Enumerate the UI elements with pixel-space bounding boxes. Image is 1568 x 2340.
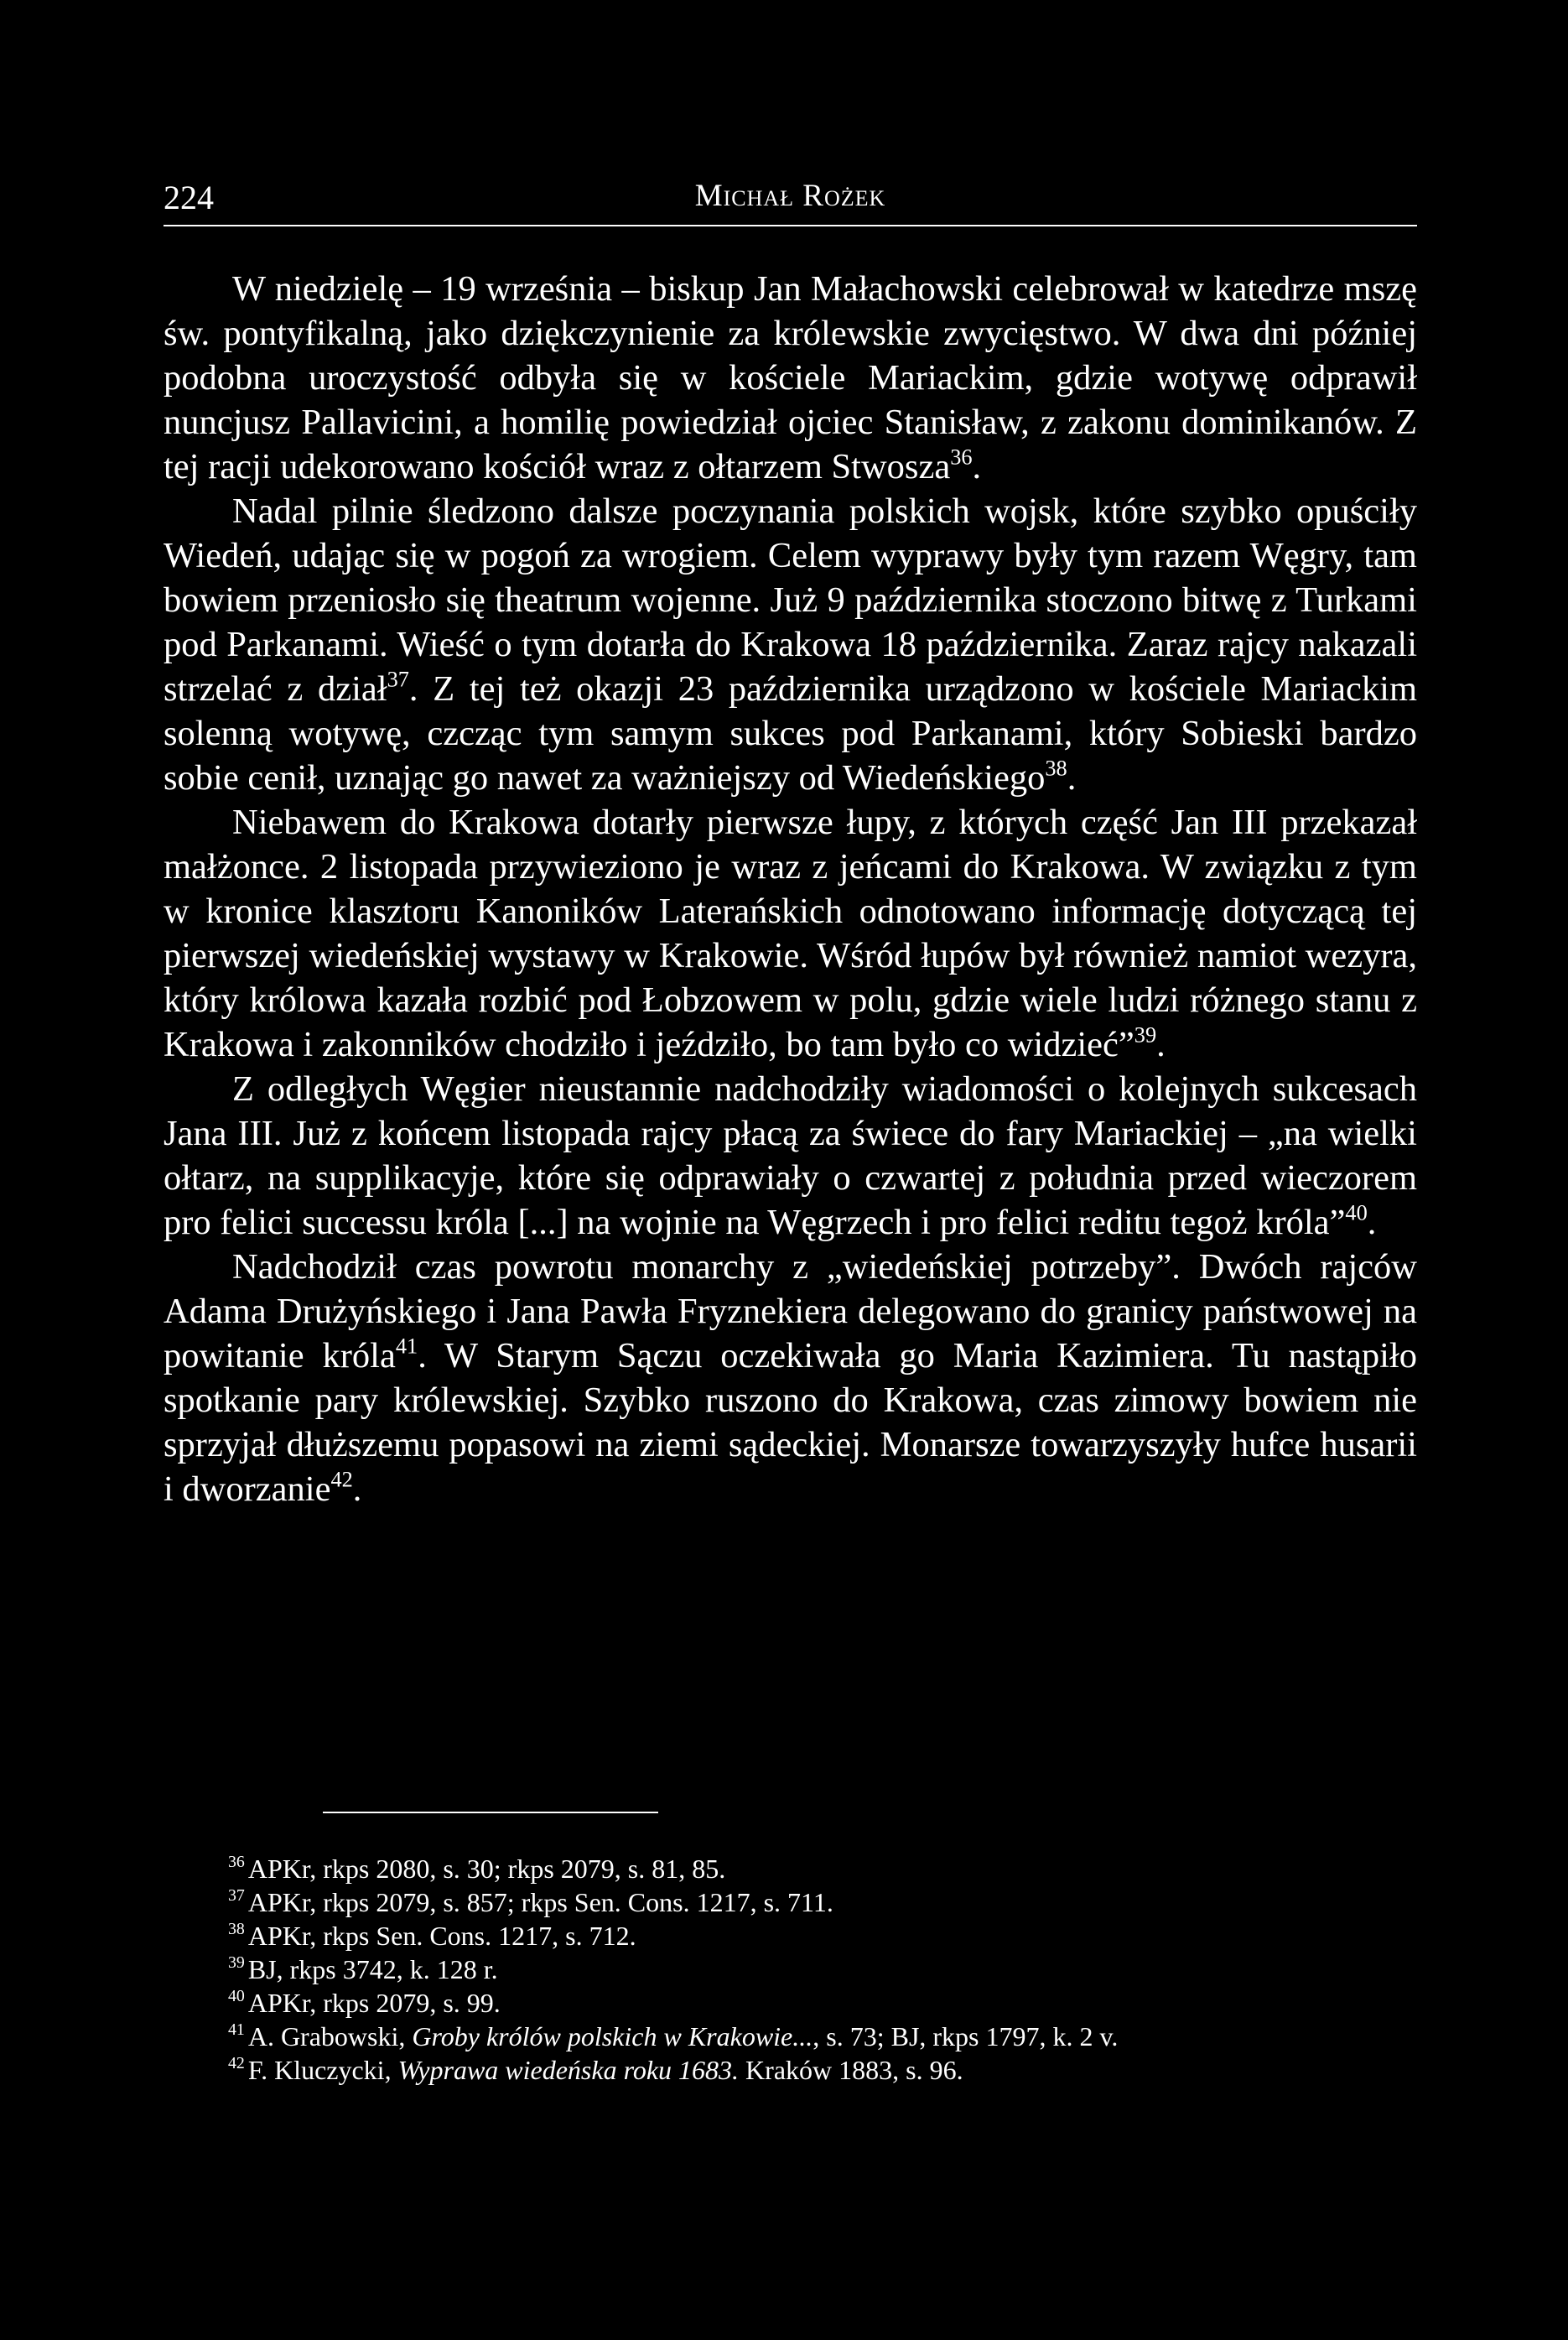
footnote-number: 40	[228, 1987, 245, 2006]
text-run: APKr, rkps 2079, s. 99.	[247, 1988, 501, 2018]
page-header	[164, 178, 1417, 225]
footnote-reference: 41	[395, 1334, 418, 1359]
footnote	[228, 1885, 1419, 1919]
text-run: W niedzielę – 19 września – biskup Jan Małachowski celebrował w katedrze mszę św. pontyfikalną, jako dziękczynienie za królewskie zwycięstwo. W dwa dni później podobna uroczystość odbyła się w kościele Mariackim, gdzie wotywę odprawił nuncjusz Pallavicini, a homilię powiedział ojciec Stanisław, z zakonu dominikanów. Z tej racji udekorowano kościół wraz z ołtarzem Stwosza	[164, 269, 1417, 486]
footnote-number: 36	[228, 1853, 245, 1872]
text-run: .	[1367, 1203, 1377, 1242]
text-run: , s. 73; BJ, rkps 1797, k. 2 v.	[813, 2021, 1119, 2051]
running-head: Michał Rożek	[694, 179, 886, 213]
text-run: Niebawem do Krakowa dotarły pierwsze łupy, z których część Jan III przekazał małżonce. 2 listopada przywieziono je wraz z jeńcami do Krakowa. W związku z tym w kronice klasztoru Kanoników Laterańskich odnotowano informację dotyczącą tej pierwszej wiedeńskiej wystawy w Krakowie. Wśród łupów był również namiot wezyra, który królowa kazała rozbić pod Łobzowem w polu, gdzie wiele ludzi różnego stanu z Krakowa i zakonników chodziło i jeździło, bo tam było co widzieć”	[164, 803, 1417, 1064]
footnote-number: 39	[228, 1953, 245, 1973]
footnote-reference: 39	[1134, 1022, 1157, 1048]
text-run: APKr, rkps 2079, s. 857; rkps Sen. Cons. 1217, s. 711.	[247, 1887, 833, 1917]
footnote-reference: 42	[330, 1467, 353, 1492]
paragraph	[164, 489, 1417, 800]
text-run: Nadchodził czas powrotu monarchy z „wiedeńskiej potrzeby”. Dwóch rajców Adama Drużyńskiego i Jana Pawła Fryznekiera delegowano do granicy państwowej na powitanie króla	[164, 1247, 1417, 1375]
text-run: A. Grabowski,	[247, 2021, 413, 2051]
footnote	[228, 2053, 1419, 2087]
italic-title: Wyprawa wiedeńska roku 1683.	[397, 2055, 740, 2085]
header-rule	[164, 225, 1417, 226]
body-text	[164, 267, 1417, 1511]
paragraph	[164, 1245, 1417, 1511]
text-run: .	[1156, 1025, 1166, 1064]
text-run: . Z tej też okazji 23 października urządzono w kościele Mariackim solenną wotywę, czcząc tym samym sukces pod Parkanami, który Sobieski bardzo sobie cenił, uznając go nawet za ważniejszy od Wiedeńskiego	[164, 669, 1418, 798]
paragraph	[164, 267, 1417, 489]
text-run: Kraków 1883, s. 96.	[739, 2055, 963, 2085]
text-run: F. Kluczycki,	[247, 2055, 398, 2085]
footnote-reference: 36	[950, 445, 973, 470]
footnote	[228, 1919, 1419, 1953]
footnote-reference: 38	[1045, 756, 1067, 781]
footnote	[228, 2020, 1419, 2053]
paragraph	[164, 800, 1417, 1067]
text-run: .	[1067, 758, 1077, 798]
text-run: Z odległych Węgier nieustannie nadchodziły wiadomości o kolejnych sukcesach Jana III. Już z końcem listopada rajcy płacą za świece do fary Mariackiej – „na wielki ołtarz, na supplikacyje, które się odprawiały o czwartej z południa przed wieczorem pro felici successu króla [...] na wojnie na Węgrzech i pro felici reditu tegoż króla”	[164, 1069, 1417, 1242]
footnote	[228, 1986, 1419, 2020]
footnote-reference: 37	[387, 667, 409, 692]
text-run: APKr, rkps 2080, s. 30; rkps 2079, s. 81, 85.	[247, 1854, 726, 1884]
text-run: APKr, rkps Sen. Cons. 1217, s. 712.	[247, 1921, 636, 1951]
page-number: 224	[164, 179, 214, 216]
footnote-number: 42	[228, 2054, 245, 2073]
footnote-number: 38	[228, 1920, 245, 1939]
text-run: Nadal pilnie śledzono dalsze poczynania polskich wojsk, które szybko opuściły Wiedeń, udając się w pogoń za wrogiem. Celem wyprawy były tym razem Węgry, tam bowiem przeniosło się theatrum wojenne. Już 9 października stoczono bitwę z Turkami pod Parkanami. Wieść o tym dotarła do Krakowa 18 października. Zaraz rajcy nakazali strzelać z dział	[164, 491, 1417, 709]
text-run: .	[972, 447, 982, 486]
footnote-reference: 40	[1345, 1200, 1368, 1225]
footnote-separator	[323, 1812, 658, 1813]
text-run: . W Starym Sączu oczekiwała go Maria Kazimiera. Tu nastąpiło spotkanie pary królewskiej. Szybko ruszono do Krakowa, czas zimowy bowiem nie sprzyjał dłuższemu popasowi na ziemi sądeckiej. Monarsze towarzyszyły hufce husarii i dworzanie	[164, 1336, 1417, 1509]
footnotes	[228, 1852, 1419, 2087]
footnote	[228, 1953, 1419, 1986]
footnote-number: 41	[228, 2020, 245, 2040]
italic-title: Groby królów polskich w Krakowie...	[412, 2021, 813, 2051]
footnote-number: 37	[228, 1886, 245, 1906]
text-run: .	[352, 1469, 362, 1509]
footnote	[228, 1852, 1419, 1885]
paragraph	[164, 1067, 1417, 1245]
text-run: BJ, rkps 3742, k. 128 r.	[247, 1954, 498, 1984]
